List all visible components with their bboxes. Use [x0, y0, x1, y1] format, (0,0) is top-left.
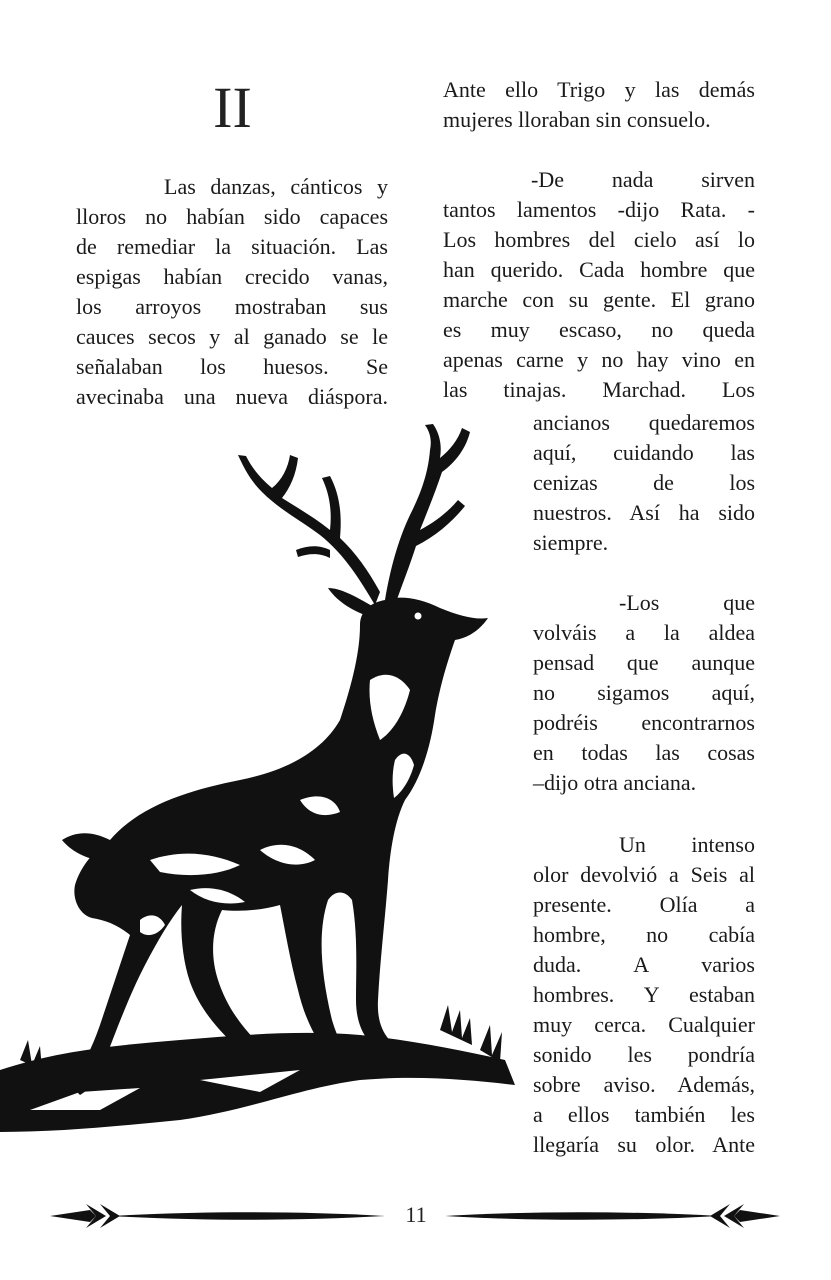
- text-line: ancianos quedaremos: [533, 410, 755, 435]
- text-line: nuestros. Así ha sido: [533, 500, 755, 525]
- chapter-title: II: [213, 75, 252, 140]
- text-line: siempre.: [533, 530, 609, 555]
- text-line: llegaría su olor. Ante: [533, 1132, 755, 1157]
- text-line: espigas habían crecido vanas,: [76, 264, 388, 289]
- right-column-narrow-text: [533, 408, 755, 558]
- text-line: no sigamos aquí,: [533, 680, 755, 705]
- text-line: de remediar la situación. Las: [76, 234, 388, 259]
- text-line: han querido. Cada hombre que: [443, 257, 755, 282]
- text-line: Los hombres del cielo así lo: [443, 227, 755, 252]
- text-line: -Los que: [619, 590, 755, 615]
- text-line: sobre aviso. Además,: [533, 1072, 755, 1097]
- text-line: Ante ello Trigo y las demás: [443, 77, 755, 102]
- right-column-narrow-text: [533, 830, 755, 1160]
- deer-engraving-icon: [0, 420, 520, 1140]
- text-line: sonido les pondría: [533, 1042, 755, 1067]
- text-line: cenizas de los: [533, 470, 755, 495]
- text-line: presente. Olía a: [533, 892, 755, 917]
- text-line: mujeres lloraban sin consuelo.: [443, 107, 711, 132]
- text-line: hombres. Y estaban: [533, 982, 755, 1007]
- text-line: en todas las cosas: [533, 740, 755, 765]
- text-line: –dijo otra anciana.: [533, 770, 697, 795]
- text-line: cauces secos y al ganado se le: [76, 324, 388, 349]
- text-line: muy cerca. Cualquier: [533, 1012, 755, 1037]
- text-line: aquí, cuidando las: [533, 440, 755, 465]
- text-line: lloros no habían sido capaces: [76, 204, 388, 229]
- text-line: Las danzas, cánticos y: [164, 174, 388, 199]
- text-line: tantos lamentos -dijo Rata. -: [443, 197, 755, 222]
- text-line: -De nada sirven: [531, 167, 755, 192]
- right-column-narrow-text: [533, 588, 755, 798]
- text-line: los arroyos mostraban sus: [76, 294, 388, 319]
- text-line: avecinaba una nueva diáspora.: [76, 384, 388, 409]
- text-line: hombre, no cabía: [533, 922, 755, 947]
- right-column-text: [443, 75, 755, 405]
- text-line: pensad que aunque: [533, 650, 755, 675]
- text-line: podréis encontrarnos: [533, 710, 755, 735]
- text-line: a ellos también les: [533, 1102, 755, 1127]
- left-column-text: [76, 172, 388, 412]
- text-line: apenas carne y no hay vino en: [443, 347, 755, 372]
- text-line: Un intenso: [619, 832, 755, 857]
- text-line: señalaban los huesos. Se: [76, 354, 388, 379]
- text-line: marche con su gente. El grano: [443, 287, 755, 312]
- text-line: es muy escaso, no queda: [443, 317, 755, 342]
- page-number: 11: [405, 1202, 427, 1227]
- text-line: duda. A varios: [533, 952, 755, 977]
- text-line: las tinajas. Marchad. Los: [443, 377, 755, 402]
- text-line: volváis a la aldea: [533, 620, 755, 645]
- text-line: olor devolvió a Seis al: [533, 862, 755, 887]
